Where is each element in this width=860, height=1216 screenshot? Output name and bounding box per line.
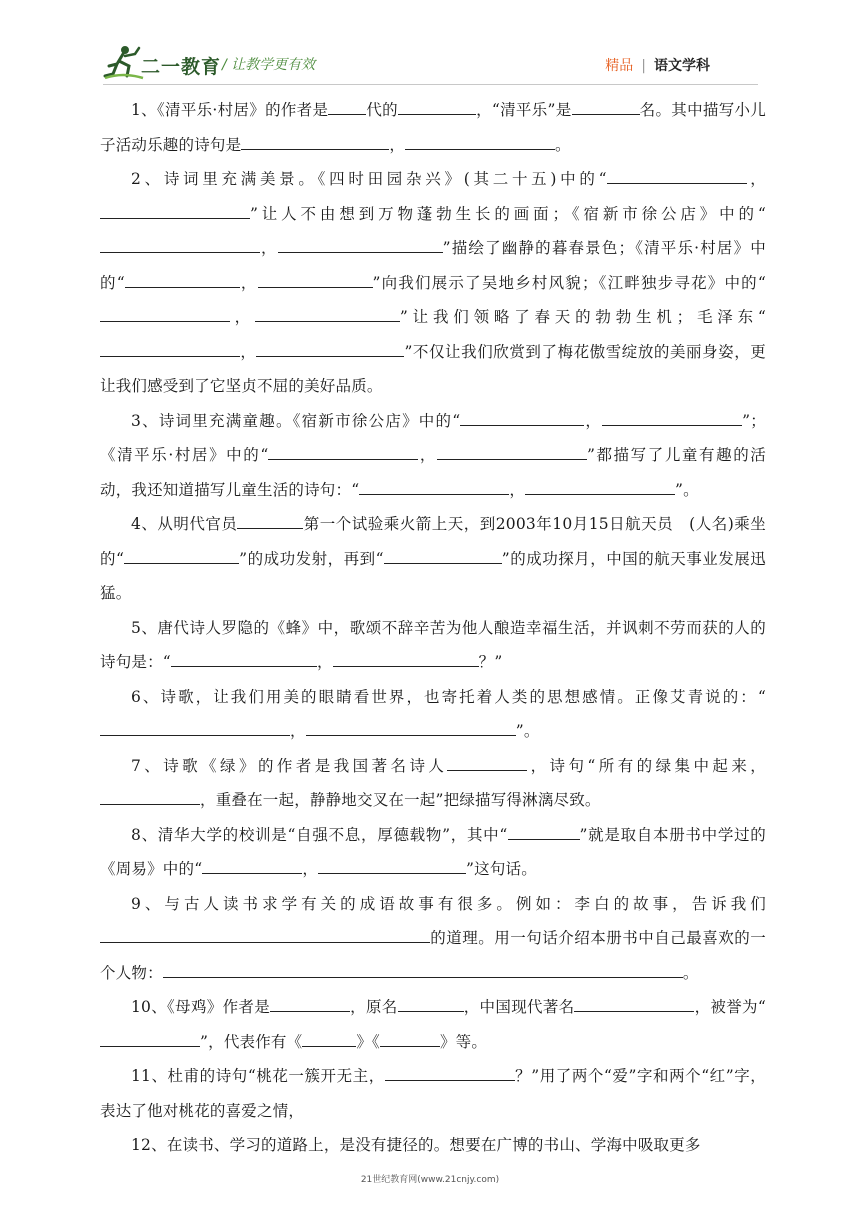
question-3: 3、诗词里充满童趣。《宿新市徐公店》中的“ ， ”；《清平乐·村居》中的“ ， ”都描写了儿童有趣的活动，我还知道描写儿童生活的诗句：“ ， ”。 xyxy=(100,404,766,508)
blank[interactable] xyxy=(460,408,584,425)
blank[interactable] xyxy=(508,822,580,839)
blank[interactable] xyxy=(100,236,260,253)
blank[interactable] xyxy=(302,1029,356,1046)
blank[interactable] xyxy=(574,995,694,1012)
question-list xyxy=(100,93,766,1163)
blank[interactable] xyxy=(318,857,466,874)
question-10: 10、《母鸡》作者是 ，原名 ，中国现代著名 ，被誉为“”，代表作有《 》《 》等。 xyxy=(100,990,766,1059)
blank[interactable] xyxy=(100,305,230,322)
blank[interactable] xyxy=(163,960,683,977)
blank[interactable] xyxy=(306,719,516,736)
subject-tag: 语文学科 xyxy=(654,58,710,74)
blank[interactable] xyxy=(405,132,555,149)
page-header xyxy=(0,0,860,92)
question-6: 6、诗歌，让我们用美的眼睛看世界，也寄托着人类的思想感情。正像艾青说的：“， ”。 xyxy=(100,680,766,749)
blank[interactable] xyxy=(202,857,302,874)
blank[interactable] xyxy=(237,512,303,529)
blank[interactable] xyxy=(572,98,640,115)
blank[interactable] xyxy=(278,236,443,253)
question-11: 11、杜甫的诗句“桃花一簇开无主， ？”用了两个“爱”字和两个“红”字，表达了他对桃花的喜爱之情， xyxy=(100,1059,766,1128)
blank[interactable] xyxy=(268,443,418,460)
blank[interactable] xyxy=(100,1029,200,1046)
blank[interactable] xyxy=(359,477,509,494)
blank[interactable] xyxy=(385,1064,515,1081)
blank[interactable] xyxy=(171,650,317,667)
blank[interactable] xyxy=(100,201,250,218)
blank[interactable] xyxy=(241,132,389,149)
blank[interactable] xyxy=(607,167,747,184)
quality-tag: 精品 xyxy=(605,58,634,74)
question-7: 7、诗歌《绿》的作者是我国著名诗人 ，诗句“所有的绿集中起来，，重叠在一起，静静地交叉在一起”把绿描写得淋漓尽致。 xyxy=(100,749,766,818)
header-tags xyxy=(605,55,710,75)
brand-logo xyxy=(103,44,343,84)
blank[interactable] xyxy=(447,753,527,770)
blank[interactable] xyxy=(384,546,502,563)
question-5: 5、唐代诗人罗隐的《蜂》中，歌颂不辞辛苦为他人酿造幸福生活，并讽刺不劳而获的人的诗句是：“ ， ？” xyxy=(100,618,766,671)
blank[interactable] xyxy=(602,408,742,425)
blank[interactable] xyxy=(398,995,464,1012)
blank[interactable] xyxy=(328,98,366,115)
blank[interactable] xyxy=(270,995,350,1012)
header-divider xyxy=(103,84,758,85)
blank[interactable] xyxy=(333,650,479,667)
question-9: 9、与古人读书求学有关的成语故事有很多。例如：李白的故事，告诉我们的道理。用一句话介绍本册书中自己最喜欢的一个人物： 。 xyxy=(100,894,766,982)
blank[interactable] xyxy=(380,1029,440,1046)
question-12: 12、在读书、学习的道路上，是没有捷径的。想要在广博的书山、学海中吸取更多 xyxy=(131,1136,701,1154)
blank[interactable] xyxy=(100,339,240,356)
question-1: 1、《清平乐·村居》的作者是 代的 ，“清平乐”是 名。其中描写小儿子活动乐趣的诗句是 ， 。 xyxy=(100,93,766,162)
blank[interactable] xyxy=(100,719,290,736)
blank[interactable] xyxy=(124,546,239,563)
page-footer: 21世纪教育网(www.21cnjy.com) xyxy=(360,1175,500,1185)
blank[interactable] xyxy=(398,98,476,115)
question-4: 4、从明代官员 第一个试验乘火箭上天，到2003年10月15日航天员 (人名)乘坐的“ ”的成功发射，再到“ ”的成功探月，中国的航天事业发展迅猛。 xyxy=(100,507,766,611)
blank[interactable] xyxy=(258,270,373,287)
question-2: 2、诗词里充满美景。《四时田园杂兴》(其二十五)中的“ ，”让人不由想到万物蓬勃生长的画面；《宿新市徐公店》中的“， ”描绘了幽静的暮春景色；《清平乐·村居》中的“ ， ”向我们展示了吴地乡村风貌；《江畔独步寻花》中的“， ”让我们领略了春天的勃勃生机；毛泽东“， ”不仅让我们欣赏到了梅花傲雪绽放的美丽身姿，更让我们感受到了它坚贞不屈的美好品质。 xyxy=(100,162,766,404)
blank[interactable] xyxy=(255,305,400,322)
brand-name: 二一教育 xyxy=(141,56,222,78)
blank[interactable] xyxy=(437,443,587,460)
blank[interactable] xyxy=(256,339,404,356)
tag-separator: | xyxy=(641,58,646,74)
brand-slogan: / 让教学更有效 xyxy=(222,57,316,73)
question-8: 8、清华大学的校训是“自强不息，厚德载物”，其中“ ”就是取自本册书中学过的《周易》中的“ ， ”这句话。 xyxy=(100,818,766,887)
blank[interactable] xyxy=(100,788,200,805)
blank[interactable] xyxy=(100,926,430,943)
blank[interactable] xyxy=(125,270,240,287)
blank[interactable] xyxy=(525,477,675,494)
